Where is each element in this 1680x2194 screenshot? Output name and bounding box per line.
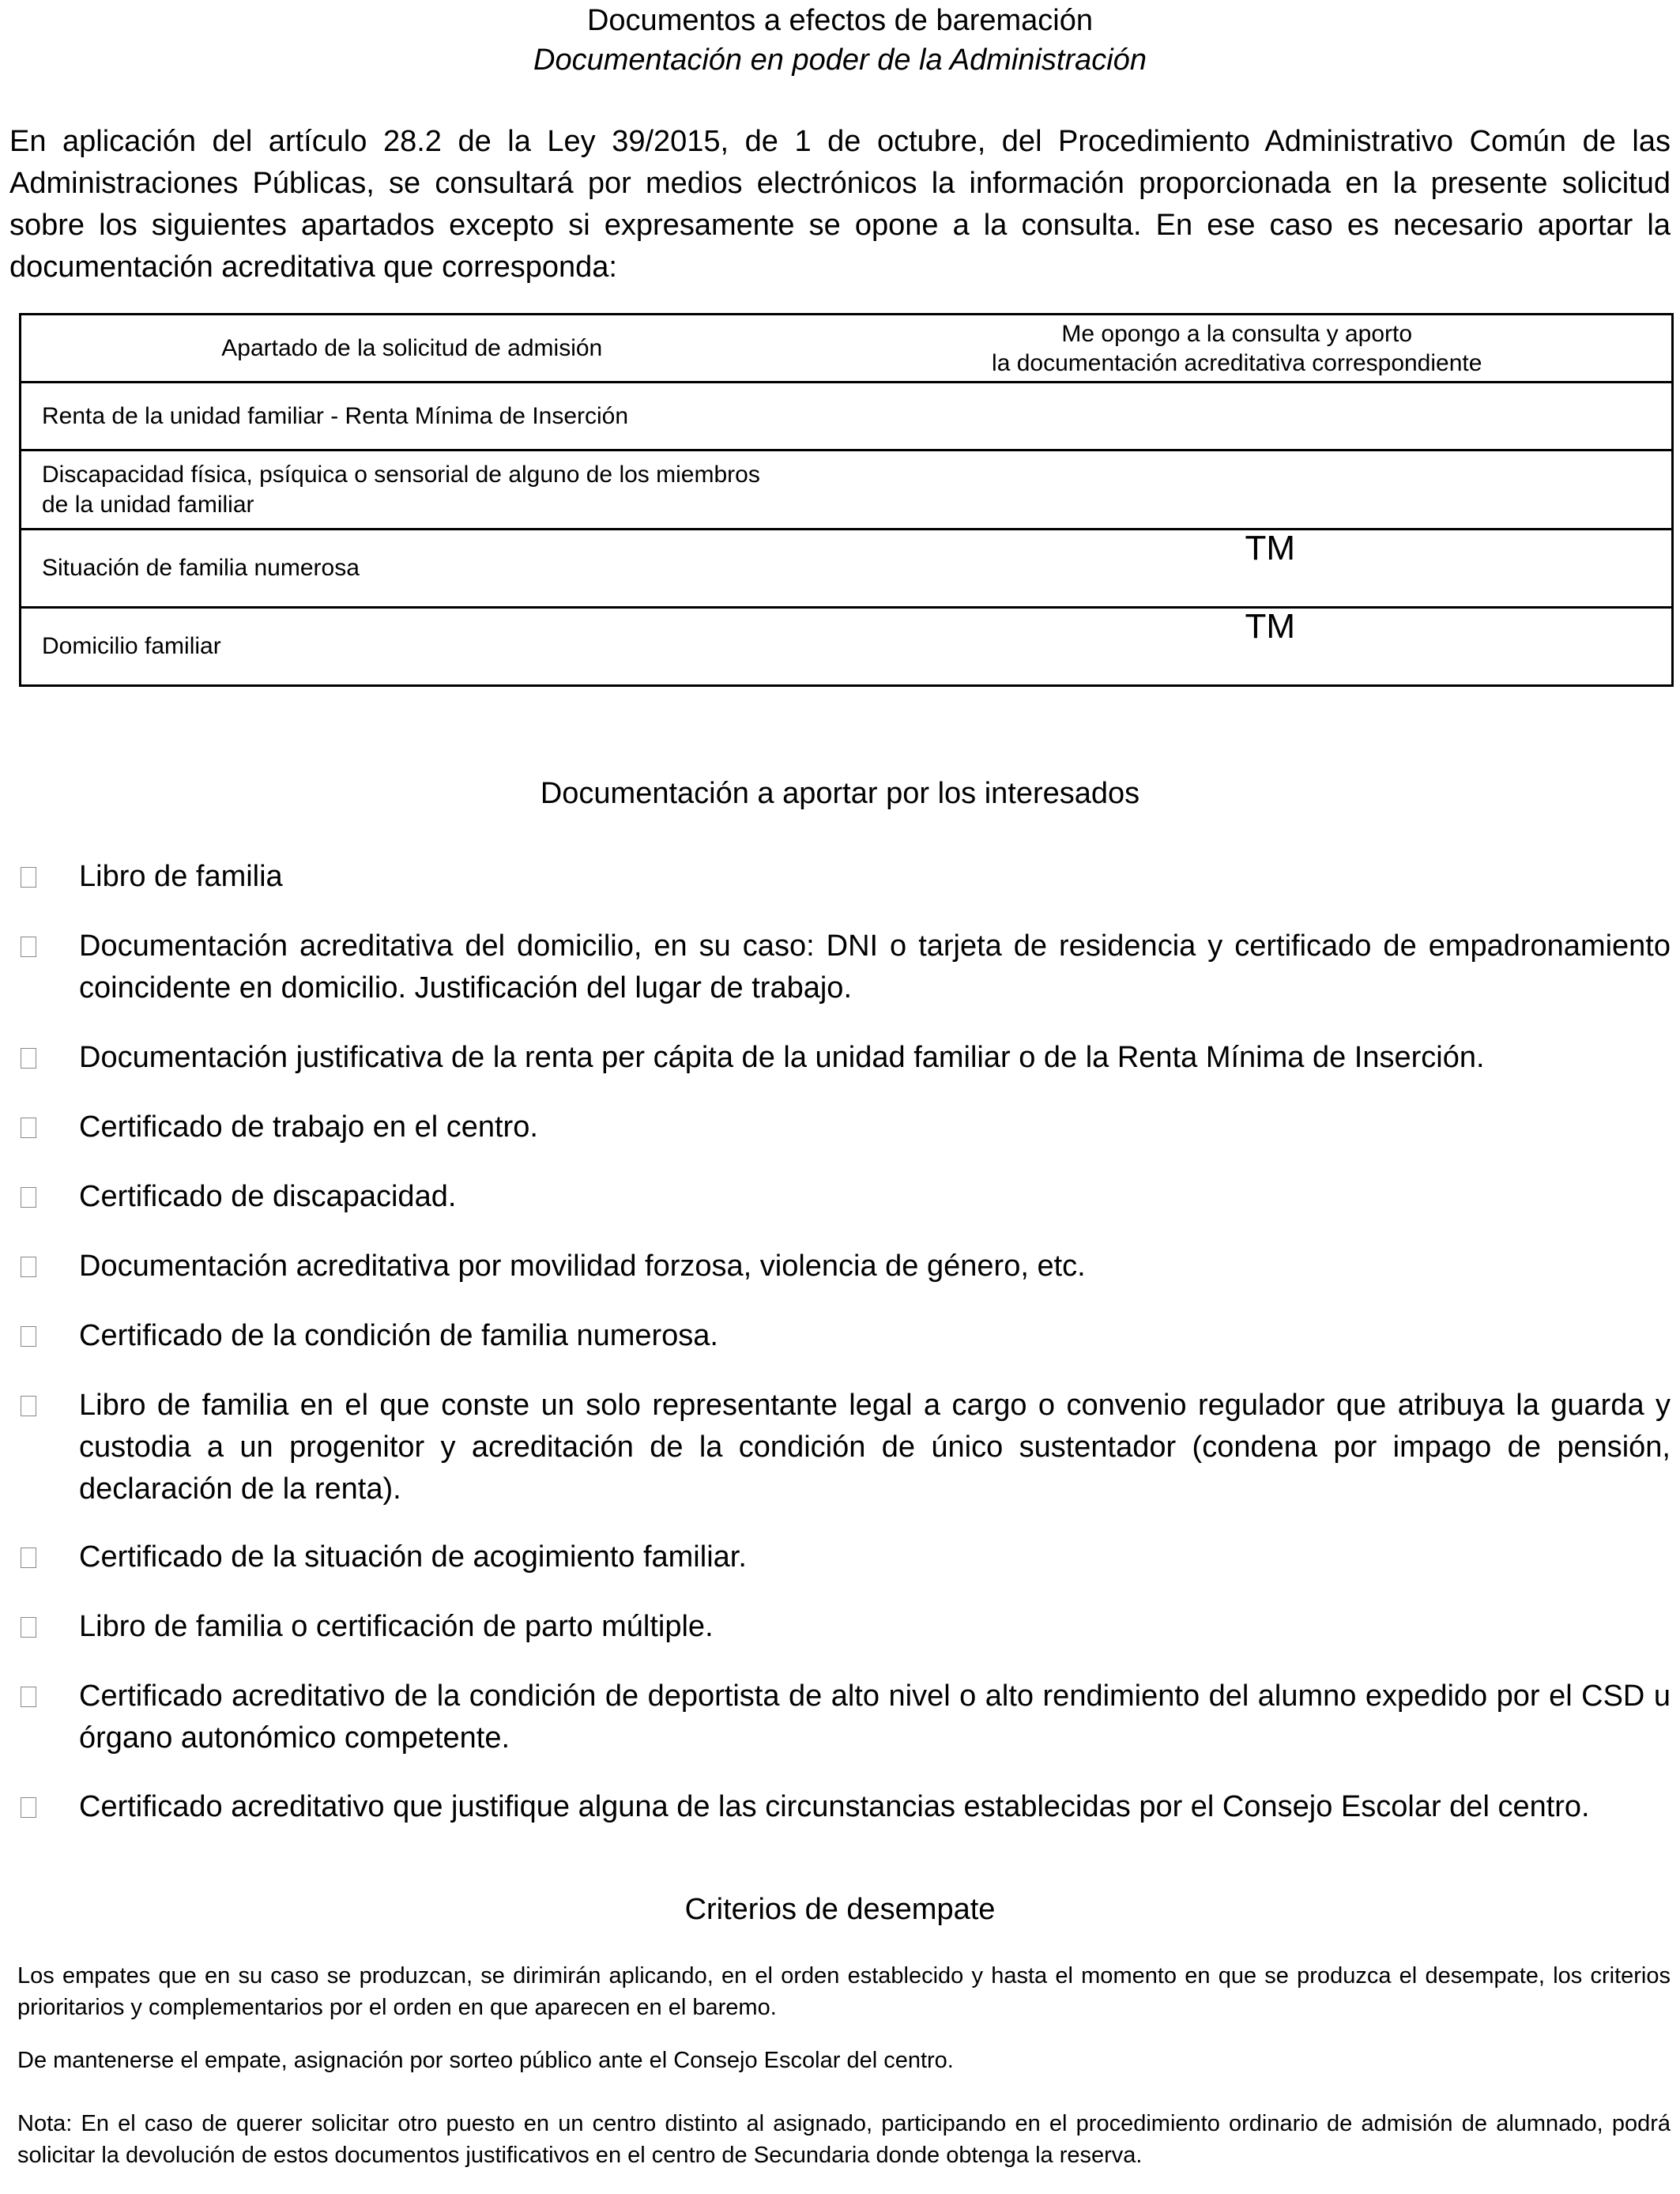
list-item-text: Certificado de discapacidad. bbox=[79, 1180, 457, 1213]
checkbox[interactable] bbox=[21, 1797, 36, 1818]
column-header-oppose-line1: Me opongo a la consulta y aporto bbox=[1061, 320, 1413, 347]
document-title: Documentos a efectos de baremación bbox=[586, 4, 1094, 37]
list-item bbox=[21, 925, 1671, 1009]
checkbox[interactable] bbox=[21, 1048, 36, 1069]
list-item-text: Libro de familia en el que conste un solo representante legal a cargo o convenio regulador que atribuya la guarda y custodia a un progenitor y acreditación de la condición de único sustentador (condena por impago de pensión, declaración de la renta). bbox=[79, 1389, 1671, 1506]
consultation-table bbox=[19, 313, 1674, 687]
list-item-text: Certificado de la condición de familia numerosa. bbox=[79, 1319, 718, 1352]
list-item bbox=[21, 1315, 1671, 1357]
table-row bbox=[21, 608, 1673, 686]
checkbox[interactable] bbox=[21, 1118, 36, 1138]
list-item-text: Certificado acreditativo que justifique alguna de las circunstancias establecidas por el Consejo Escolar del centro. bbox=[79, 1790, 1590, 1823]
criteria-paragraph: De mantenerse el empate, asignación por sorteo público ante el Consejo Escolar del centro. bbox=[17, 2048, 954, 2073]
table-row bbox=[21, 530, 1673, 608]
column-header-oppose-line2: la documentación acreditativa correspondiente bbox=[992, 349, 1482, 376]
checkbox[interactable] bbox=[21, 1547, 36, 1568]
list-item-text: Certificado de trabajo en el centro. bbox=[79, 1110, 538, 1144]
list-item bbox=[21, 1176, 1671, 1218]
checkbox[interactable] bbox=[21, 937, 36, 957]
checkbox[interactable] bbox=[21, 1687, 36, 1707]
document-subtitle: Documentación en poder de la Administración bbox=[533, 43, 1147, 77]
intro-paragraph: En aplicación del artículo 28.2 de la Ley 39/2015, de 1 de octubre, del Procedimiento Administrativo Común de las Administraciones Públicas, se consultará por medios electrónicos la información proporcionada en la presente solicitud sobre los siguientes apartados excepto si expresamente se opone a la consulta. En ese caso es necesario aportar la documentación acreditativa que corresponda: bbox=[9, 125, 1671, 284]
oppose-checkbox[interactable]: TM bbox=[803, 608, 1673, 686]
list-item bbox=[21, 1786, 1671, 1828]
column-header-oppose bbox=[803, 315, 1673, 383]
row-label: Discapacidad física, psíquica o sensorial de alguno de los miembros de la unidad familiar bbox=[21, 450, 803, 530]
checkbox[interactable] bbox=[21, 867, 36, 888]
list-item bbox=[21, 1246, 1671, 1287]
list-item-text: Certificado de la situación de acogimiento familiar. bbox=[79, 1540, 747, 1574]
note-paragraph: Nota: En el caso de querer solicitar otro puesto en un centro distinto al asignado, participando en el procedimiento ordinario de admisión de alumnado, podrá solicitar la devolución de estos documentos justificativos en el centro de Secundaria donde obtenga la reserva. bbox=[17, 2111, 1671, 2168]
list-item bbox=[21, 1385, 1671, 1510]
list-item bbox=[21, 856, 1671, 898]
list-item-text: Libro de familia o certificación de parto múltiple. bbox=[79, 1610, 714, 1643]
list-item bbox=[21, 1606, 1671, 1648]
table-header-row bbox=[21, 315, 1673, 383]
table-row bbox=[21, 383, 1673, 450]
checkbox[interactable] bbox=[21, 1326, 36, 1347]
oppose-checkbox[interactable] bbox=[803, 450, 1673, 530]
row-label: Domicilio familiar bbox=[21, 608, 803, 686]
list-item bbox=[21, 1676, 1671, 1759]
checkbox[interactable] bbox=[21, 1187, 36, 1208]
checkbox[interactable] bbox=[21, 1257, 36, 1277]
list-item-text: Certificado acreditativo de la condición de deportista de alto nivel o alto rendimiento del alumno expedido por el CSD u órgano autonómico competente. bbox=[79, 1679, 1671, 1755]
list-item-text: Documentación justificativa de la renta per cápita de la unidad familiar o de la Renta Mínima de Inserción. bbox=[79, 1041, 1485, 1074]
column-header-section: Apartado de la solicitud de admisión bbox=[21, 315, 803, 383]
list-item bbox=[21, 1536, 1671, 1578]
oppose-checkbox[interactable]: TM bbox=[803, 530, 1673, 608]
criteria-section-title: Criterios de desempate bbox=[684, 1893, 996, 1926]
list-item bbox=[21, 1037, 1671, 1079]
row-label: Situación de familia numerosa bbox=[21, 530, 803, 608]
list-item-text: Documentación acreditativa del domicilio, en su caso: DNI o tarjeta de residencia y certificado de empadronamiento coincidente en domicilio. Justificación del lugar de trabajo. bbox=[79, 929, 1671, 1005]
oppose-checkbox[interactable] bbox=[803, 383, 1673, 450]
documents-section-title: Documentación a aportar por los interesados bbox=[540, 777, 1140, 810]
checkbox[interactable] bbox=[21, 1396, 36, 1416]
list-item bbox=[21, 1106, 1671, 1148]
list-item-text: Documentación acreditativa por movilidad forzosa, violencia de género, etc. bbox=[79, 1250, 1086, 1283]
checkbox[interactable] bbox=[21, 1617, 36, 1638]
table-row bbox=[21, 450, 1673, 530]
list-item-text: Libro de familia bbox=[79, 860, 283, 893]
row-label: Renta de la unidad familiar - Renta Mínima de Inserción bbox=[21, 383, 803, 450]
criteria-paragraph: Los empates que en su caso se produzcan, se dirimirán aplicando, en el orden establecido y hasta el momento en que se produzca el desempate, los criterios prioritarios y complementarios por el orden en que aparecen en el baremo. bbox=[17, 1963, 1671, 2020]
